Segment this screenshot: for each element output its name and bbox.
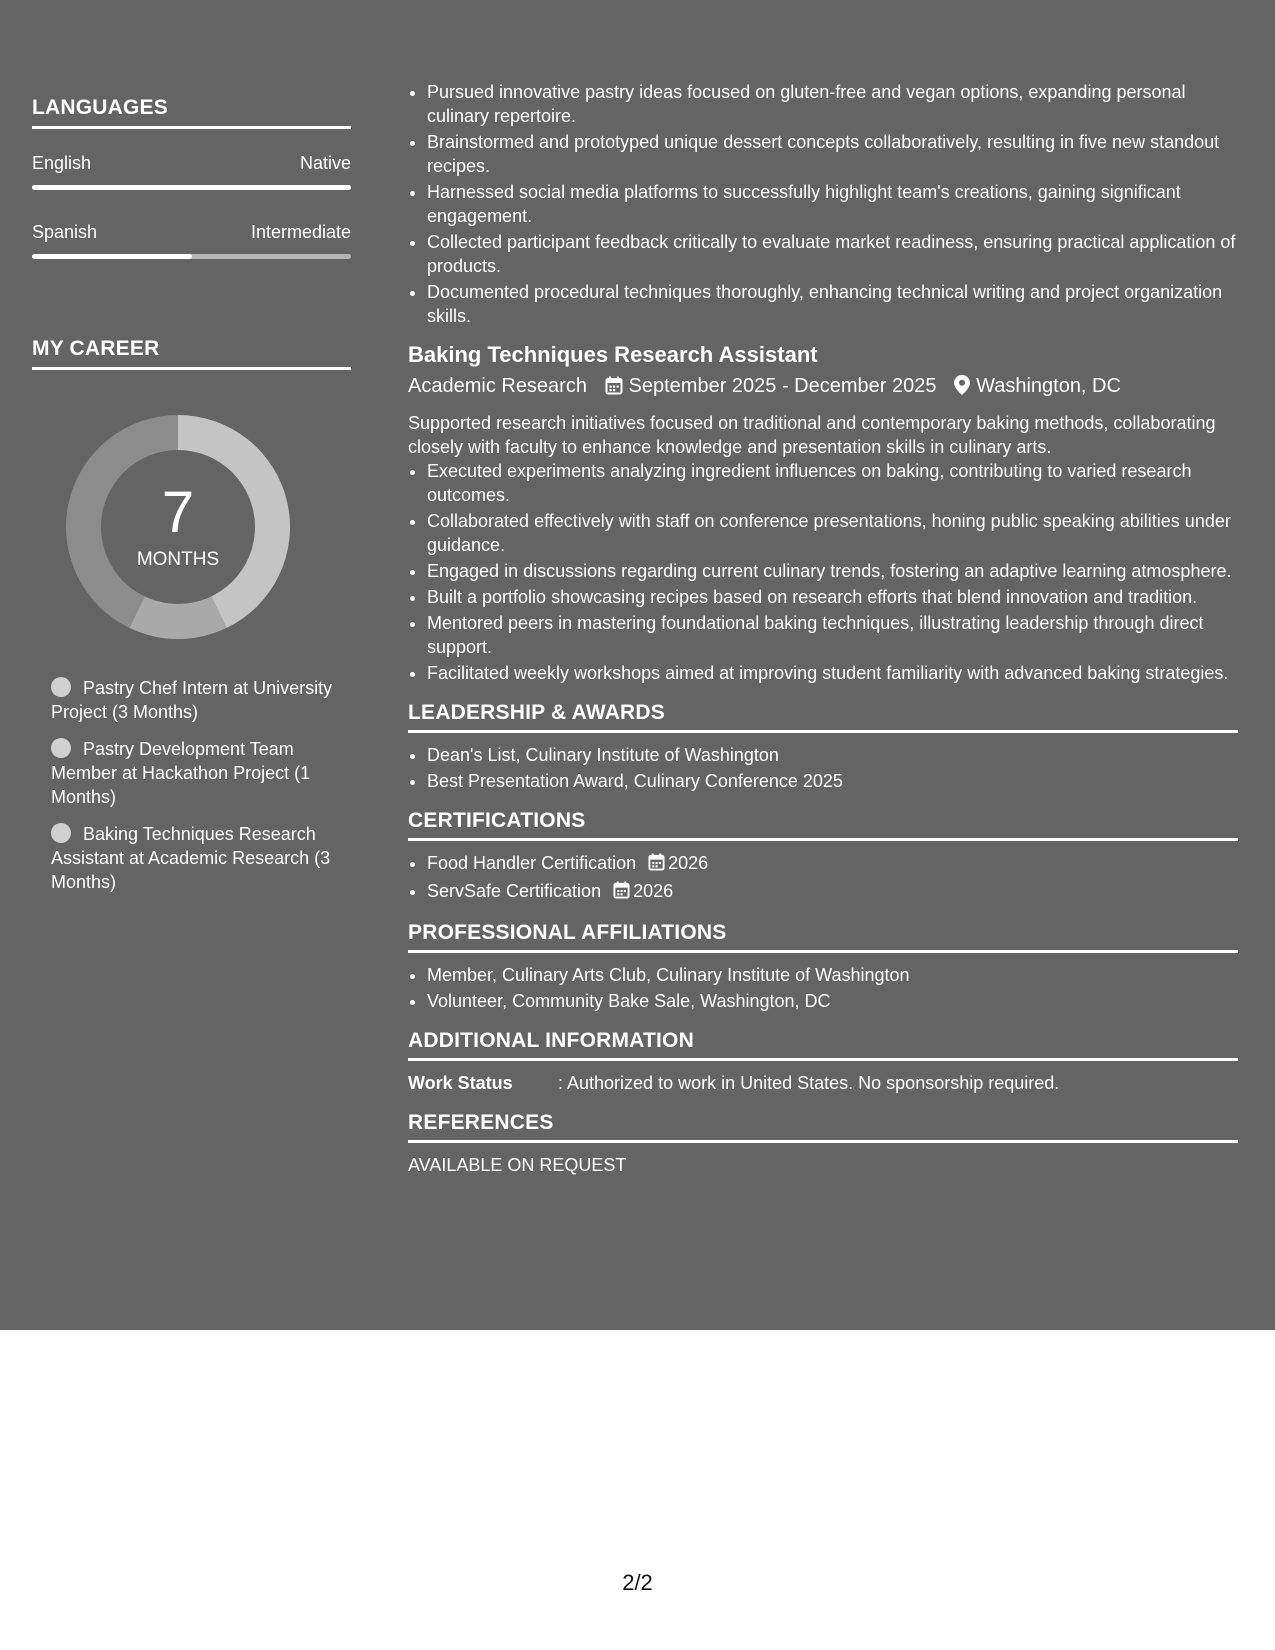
page-number: 2/2 [622, 1570, 653, 1595]
certification-item [427, 879, 1238, 905]
job-dates: September 2025 - December 2025 [628, 375, 937, 397]
affiliations-heading: PROFESSIONAL AFFILIATIONS [408, 921, 1238, 953]
language-name: Spanish [32, 222, 98, 242]
calendar-icon [613, 881, 630, 905]
references-text: AVAILABLE ON REQUEST [408, 1155, 627, 1175]
bullet-item: • Collected participant feedback critically to evaluate market readiness, ensuring practical application of products. [427, 230, 1238, 278]
certification-year: 2026 [668, 853, 709, 873]
language-proficiency-fill [32, 185, 351, 190]
job-org: Academic Research [408, 375, 587, 397]
work-status-value: : Authorized to work in United States. No sponsorship required. [558, 1073, 1060, 1093]
certifications-list [408, 851, 1238, 905]
work-status-row [408, 1071, 1238, 1095]
career-total-unit: MONTHS [136, 549, 220, 570]
certification-name: ServSafe Certification [427, 881, 602, 901]
job-summary: Supported research initiatives focused on traditional and contemporary baking methods, collaborating closely with faculty to enhance knowledge and presentation skills in culinary arts. [408, 413, 1216, 457]
job-location: Washington, DC [976, 375, 1121, 397]
legend-dot-icon [51, 823, 71, 843]
career-heading: MY CAREER [32, 337, 351, 370]
bullet-item: • Member, Culinary Arts Club, Culinary Institute of Washington [427, 963, 1238, 987]
career-total-number: 7 [161, 480, 195, 545]
career-legend-item [51, 737, 336, 809]
bullet-item: • Pursued innovative pastry ideas focused on gluten-free and vegan options, expanding personal culinary repertoire. [427, 80, 1238, 128]
previous-job-bullets [408, 80, 1238, 328]
bullet-item: • Facilitated weekly workshops aimed at improving student familiarity with advanced baking strategies. [427, 661, 1238, 685]
languages-heading: LANGUAGES [32, 96, 351, 129]
bullet-item: • Mentored peers in mastering foundational baking techniques, illustrating leadership through direct support. [427, 611, 1238, 659]
career-legend-text: Pastry Development Team Member at Hackathon Project (1 Months) [51, 739, 311, 807]
legend-dot-icon [51, 677, 71, 697]
bullet-item: • Built a portfolio showcasing recipes based on research efforts that blend innovation and tradition. [427, 585, 1238, 609]
certification-year: 2026 [633, 881, 674, 901]
language-name: English [32, 153, 92, 173]
location-pin-icon [954, 375, 970, 403]
language-level: Intermediate [250, 222, 351, 242]
calendar-icon [605, 375, 623, 403]
bullet-item: • Harnessed social media platforms to successfully highlight team's creations, gaining significant engagement. [427, 180, 1238, 228]
leadership-list [408, 743, 1238, 793]
language-proficiency-fill [32, 254, 192, 259]
main-content [408, 80, 1238, 1177]
bullet-item: • Brainstormed and prototyped unique dessert concepts collaboratively, resulting in five new standout recipes. [427, 130, 1238, 178]
bullet-item: • Volunteer, Community Bake Sale, Washington, DC [427, 989, 1238, 1013]
references-heading: REFERENCES [408, 1111, 1238, 1143]
career-legend-item [51, 822, 336, 894]
job-bullets [408, 459, 1238, 685]
bullet-item: • Documented procedural techniques thoroughly, enhancing technical writing and project organization skills. [427, 280, 1238, 328]
job-meta [408, 372, 1238, 403]
career-legend-item [51, 676, 336, 724]
job-title: Baking Techniques Research Assistant [408, 342, 818, 367]
career-legend-text: Pastry Chef Intern at University Project (3 Months) [51, 678, 333, 722]
career-legend-text: Baking Techniques Research Assistant at Academic Research (3 Months) [51, 824, 331, 892]
certifications-heading: CERTIFICATIONS [408, 809, 1238, 841]
bullet-item: • Best Presentation Award, Culinary Conference 2025 [427, 769, 1238, 793]
additional-info-heading: ADDITIONAL INFORMATION [408, 1029, 1238, 1061]
work-status-label: Work Status [408, 1073, 513, 1093]
language-level: Native [299, 153, 351, 173]
calendar-icon [648, 853, 665, 877]
language-proficiency-bar [32, 254, 351, 259]
certification-name: Food Handler Certification [427, 853, 637, 873]
career-legend [51, 676, 336, 907]
certification-item [427, 851, 1238, 877]
leadership-heading: LEADERSHIP & AWARDS [408, 701, 1238, 733]
bullet-item: • Collaborated effectively with staff on conference presentations, honing public speaking abilities under guidance. [427, 509, 1238, 557]
language-proficiency-bar [32, 185, 351, 190]
bullet-item: • Executed experiments analyzing ingredient influences on baking, contributing to varied research outcomes. [427, 459, 1238, 507]
legend-dot-icon [51, 738, 71, 758]
bullet-item: • Engaged in discussions regarding current culinary trends, fostering an adaptive learning atmosphere. [427, 559, 1238, 583]
affiliations-list [408, 963, 1238, 1013]
bullet-item: • Dean's List, Culinary Institute of Washington [427, 743, 1238, 767]
